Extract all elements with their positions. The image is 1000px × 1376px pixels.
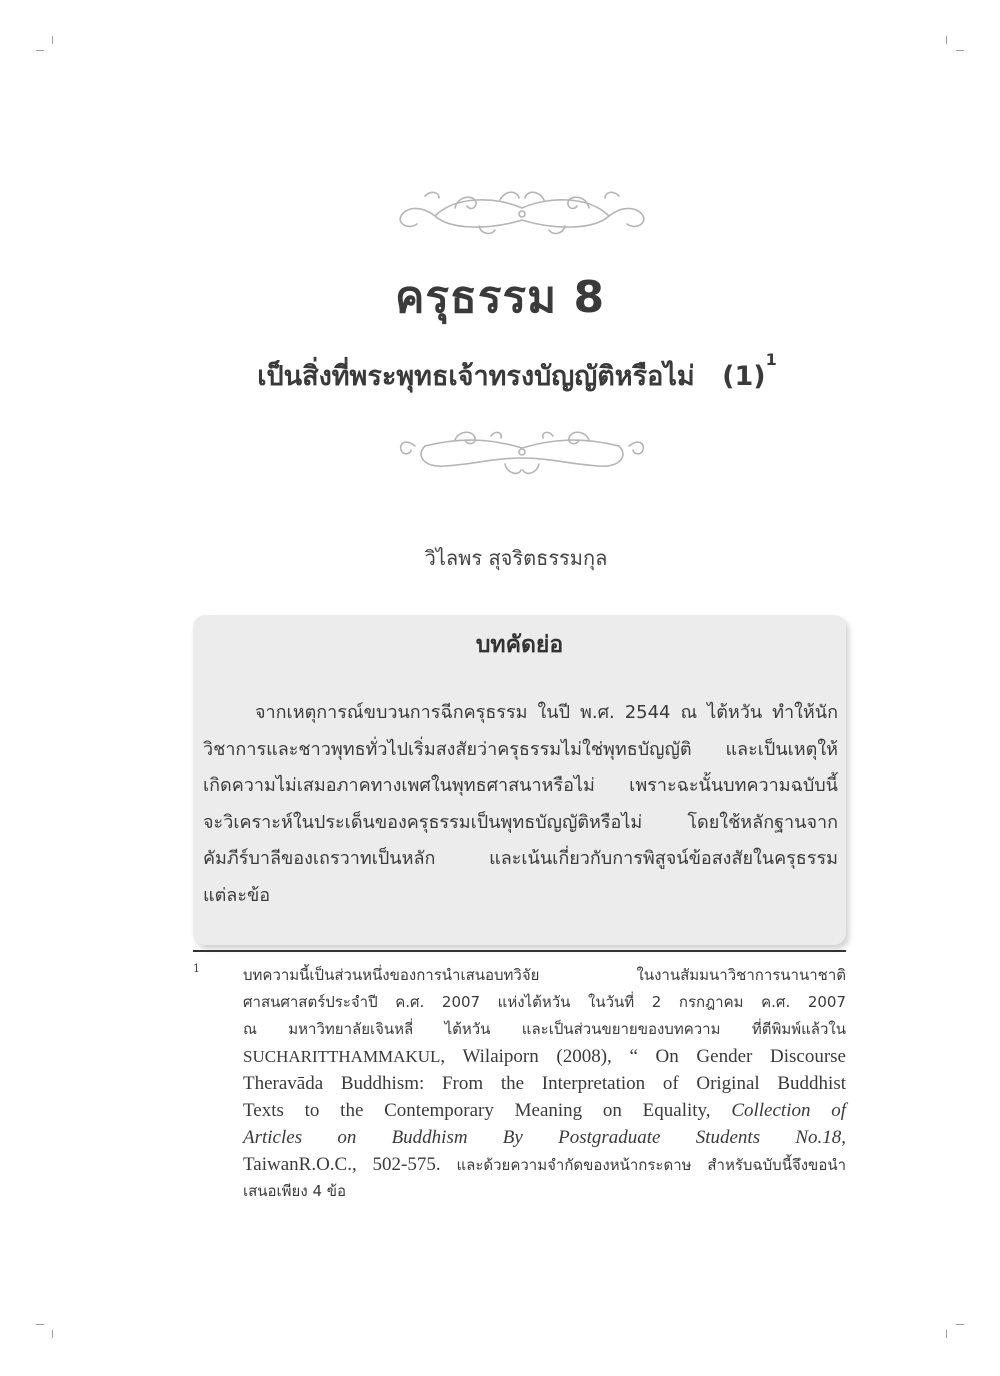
footnote-line — [243, 1151, 846, 1178]
abstract-line: คัมภีร์บาลีของเถรวาทเป็นหลัก และเน้นเกี่ยวกับการพิสูจน์ข้อสงสัยในครุธรรม — [203, 848, 838, 869]
footnote-line — [243, 1124, 846, 1151]
footnote-line: เสนอเพียง 4 ข้อ — [243, 1182, 347, 1200]
footnote-line — [243, 1097, 846, 1124]
citation-italic: Collection of — [731, 1100, 846, 1121]
crop-mark — [946, 1330, 947, 1338]
footnote-line: ศาสนศาสตร์ประจำปี ค.ศ. 2007 แห่งไต้หวัน ในวันที่ 2 กรกฎาคม ค.ศ. 2007 — [243, 993, 846, 1011]
subtitle-suffix: (1) — [722, 361, 766, 392]
abstract-body — [203, 695, 838, 914]
abstract-line: จะวิเคราะห์ในประเด็นของครุธรรมเป็นพุทธบัญญัติหรือไม่ โดยใช้หลักฐานจาก — [203, 811, 838, 833]
citation-text: , — [841, 1127, 846, 1148]
abstract-line: จากเหตุการณ์ขบวนการฉีกครุธรรม ในปี พ.ศ. 2544 ณ ไต้หวัน ทำให้นัก — [255, 702, 838, 723]
footnote-line — [243, 1043, 846, 1070]
crop-mark — [52, 36, 53, 44]
cited-author: SUCHARITTHAMMAKUL — [243, 1047, 441, 1066]
footnote-reference: 1 — [765, 350, 777, 369]
crop-mark — [946, 36, 947, 44]
footnote-mark: 1 — [193, 962, 200, 975]
crop-mark — [36, 1324, 44, 1325]
abstract-heading: บทคัดย่อ — [475, 632, 564, 658]
footnote-divider — [193, 950, 846, 952]
author-name: วิไลพร สุจริตธรรมกุล — [424, 546, 608, 570]
crop-mark — [956, 1324, 964, 1325]
citation-italic: Articles on Buddhism By Postgraduate Students No.18 — [243, 1127, 842, 1148]
crop-mark — [36, 50, 44, 51]
citation-text: Texts to the Contemporary Meaning on Equality, — [243, 1100, 711, 1121]
abstract-line: เกิดความไม่เสมอภาคทางเพศในพุทธศาสนาหรือไม่ เพราะฉะนั้นบทความฉบับนี้ — [203, 775, 838, 796]
abstract-line: วิชาการและชาวพุทธทั่วไปเริ่มสงสัยว่าครุธรรมไม่ใช่พุทธบัญญัติ และเป็นเหตุให้ — [203, 738, 838, 760]
footnote-line: Theravāda Buddhism: From the Interpretation of Original Buddhist — [243, 1073, 846, 1094]
crop-mark — [956, 50, 964, 51]
footnote-body — [243, 962, 846, 1205]
abstract-box — [193, 615, 846, 945]
citation-text: TaiwanR.O.C., 502-575. — [243, 1154, 441, 1175]
page-subtitle — [0, 350, 1000, 397]
flourish-ornament-bottom — [395, 428, 650, 482]
flourish-ornament-top — [395, 186, 650, 240]
citation-text: , Wilaiporn (2008), “ On Gender Discourse — [440, 1046, 846, 1067]
page-title: ครุธรรม 8 — [394, 272, 606, 323]
footnote-line: ณ มหาวิทยาลัยเจินหลี่ ไต้หวัน และเป็นส่วนขยายของบทความ ที่ตีพิมพ์แล้วใน — [243, 1020, 846, 1038]
subtitle-text: เป็นสิ่งที่พระพุทธเจ้าทรงบัญญัติหรือไม่ — [257, 361, 695, 392]
abstract-line: แต่ละข้อ — [203, 884, 271, 906]
crop-mark — [52, 1330, 53, 1338]
footnote-thai-text: และด้วยความจำกัดของหน้ากระดาษ สำหรับฉบับนี้จึงขอนำ — [456, 1156, 847, 1174]
footnote-line: บทความนี้เป็นส่วนหนึ่งของการนำเสนอบทวิจัย ในงานสัมมนาวิชาการนานาชาติ — [243, 966, 846, 984]
